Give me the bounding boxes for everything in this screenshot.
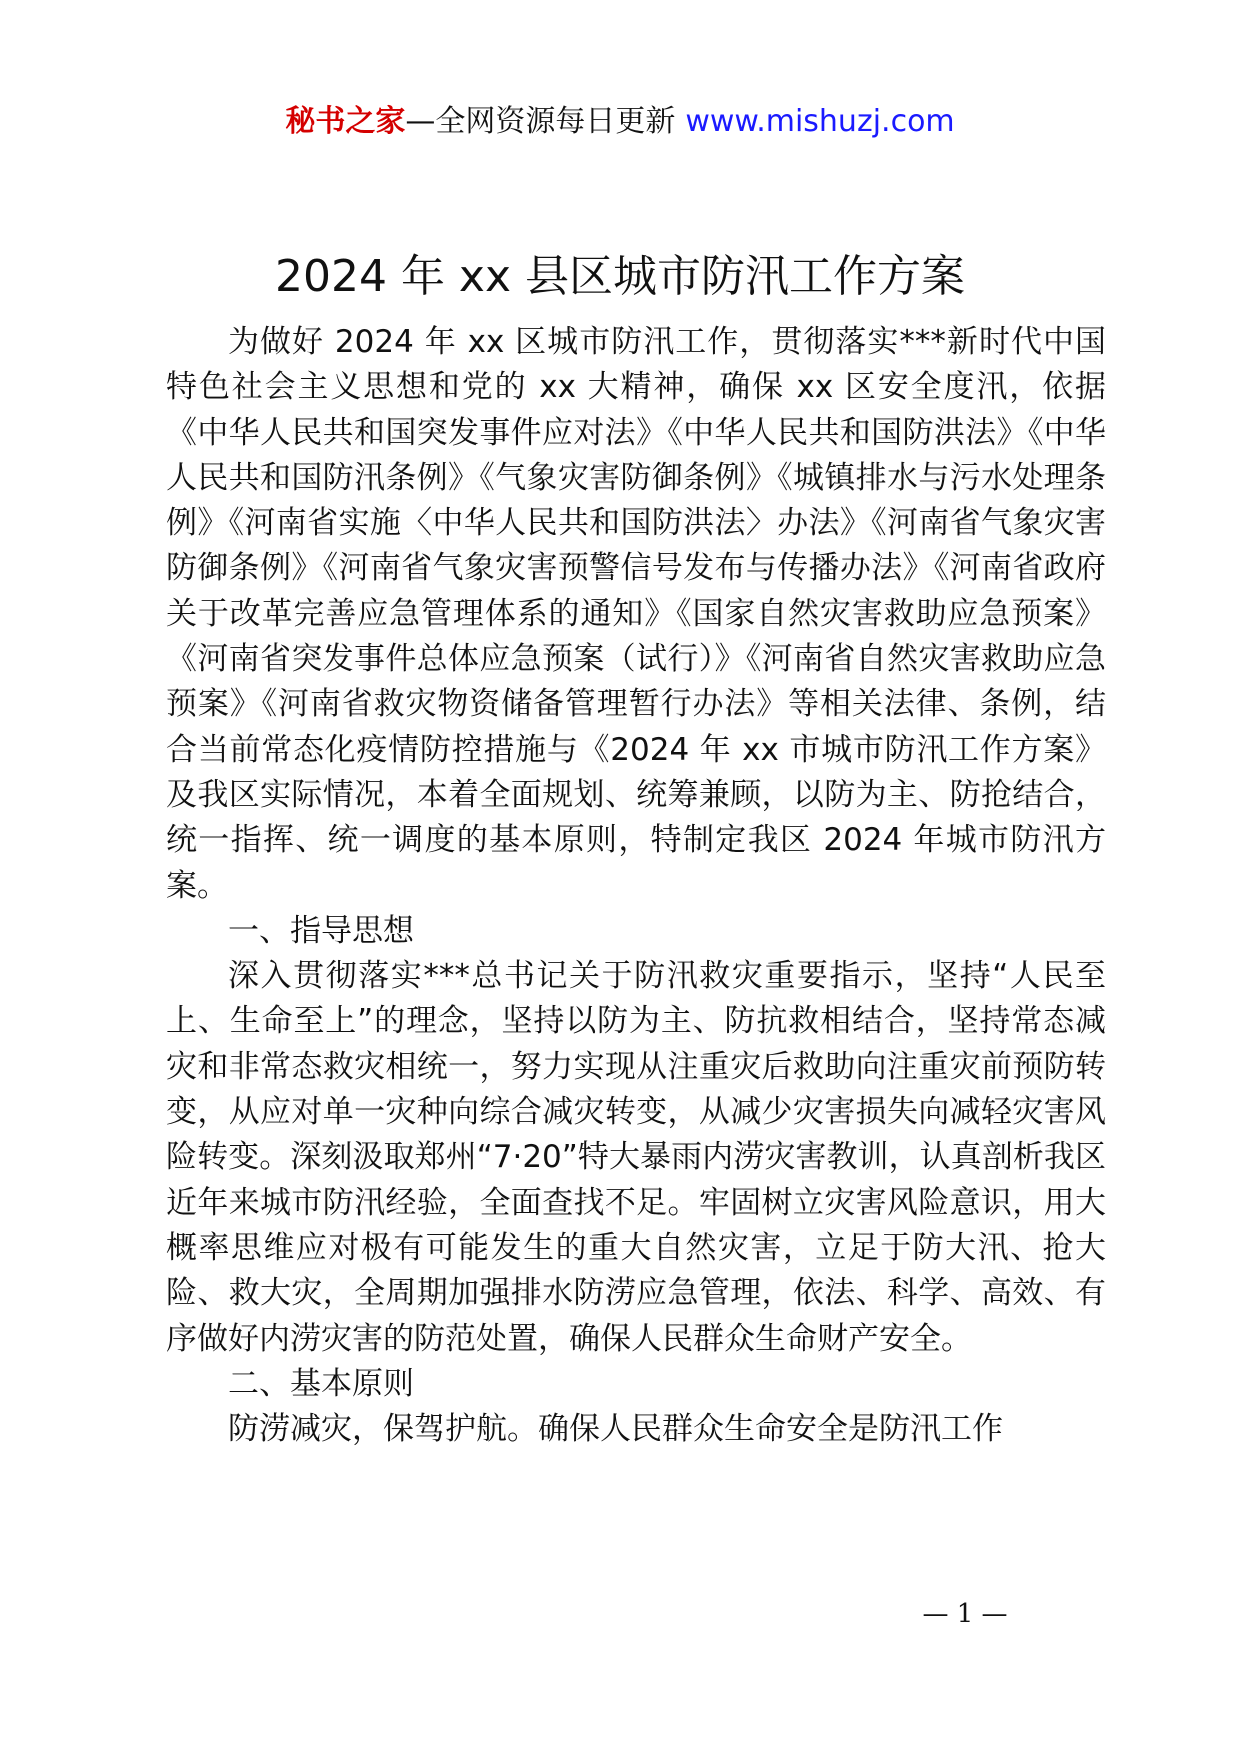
guiding-ideology-paragraph: 深入贯彻落实***总书记关于防汛救灾重要指示，坚持“人民至上、生命至上”的理念，坚持以防为主、防抗救相结合，坚持常态减灾和非常态救灾相统一，努力实现从注重灾后救助向注重灾前预防转变，从应对单一灾种向综合减灾转变，从减少灾害损失向减轻灾害风险转变。深刻汲取郑州“7·20”特大暴雨内涝灾害教训，认真剖析我区近年来城市防汛经验，全面查找不足。牢固树立灾害风险意识，用大概率思维应对极有可能发生的重大自然灾害，立足于防大汛、抢大险、救大灾，全周期加强排水防涝应急管理，依法、科学、高效、有序做好内涝灾害的防范处置，确保人民群众生命财产安全。 <box>166 958 1107 1357</box>
site-url-link[interactable]: www.mishuzj.com <box>685 104 955 139</box>
site-tagline: —全网资源每日更新 <box>405 104 676 139</box>
site-header <box>0 100 1240 144</box>
site-name: 秘书之家 <box>285 104 406 139</box>
section-heading-guiding-ideology: 一、指导思想 <box>228 912 414 949</box>
document-title: 2024 年 xx 县区城市防汛工作方案 <box>274 251 965 302</box>
basic-principles-paragraph: 防涝减灾，保驾护航。确保人民群众生命安全是防汛工作 <box>228 1411 1003 1448</box>
section-heading-basic-principles: 二、基本原则 <box>228 1365 414 1402</box>
intro-paragraph: 为做好 2024 年 xx 区城市防汛工作，贯彻落实***新时代中国特色社会主义思想和党的 xx 大精神，确保 xx 区安全度汛，依据《中华人民共和国突发事件应对法》《中华人民共和国防洪法》《中华人民共和国防汛条例》《气象灾害防御条例》《城镇排水与污水处理条例》《河南省实施〈中华人民共和国防洪法〉办法》《河南省气象灾害防御条例》《河南省气象灾害预警信号发布与传播办法》《河南省政府关于改革完善应急管理体系的通知》《国家自然灾害救助应急预案》《河南省突发事件总体应急预案（试行）》《河南省自然灾害救助应急预案》《河南省救灾物资储备管理暂行办法》等相关法律、条例，结合当前常态化疫情防控措施与《2024 年 xx 市城市防汛工作方案》及我区实际情况，本着全面规划、统筹兼顾，以防为主、防抢结合，统一指挥、统一调度的基本原则，特制定我区 2024 年城市防汛方案。 <box>166 324 1106 904</box>
page-number: — 1 — <box>922 1599 1008 1629</box>
document-body <box>166 320 1106 1452</box>
